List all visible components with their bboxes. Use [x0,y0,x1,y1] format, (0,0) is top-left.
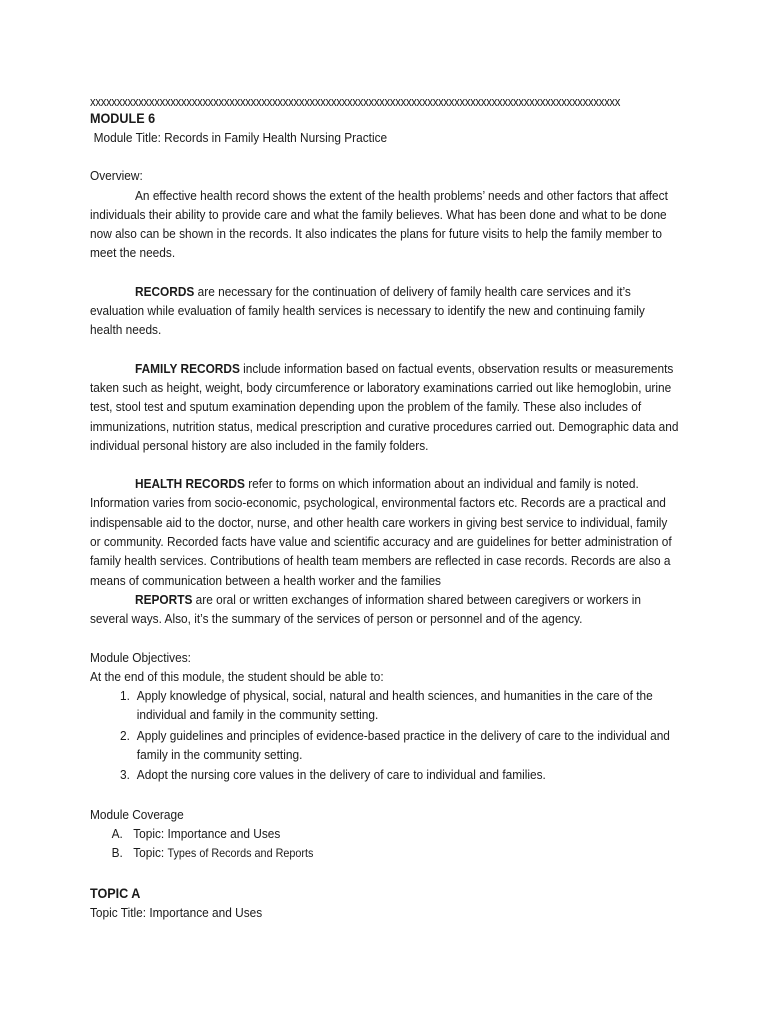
objective-item: 1. Apply knowledge of physical, social, natural and health sciences, and humanities in the care of the individual and family in the community setting. [133,686,680,725]
overview-heading: Overview: [90,168,143,184]
document-page [90,96,680,922]
coverage-prefix: Topic: [133,845,168,861]
reports-keyword: REPORTS [135,591,193,607]
coverage-heading: Module Coverage [90,806,184,822]
health-records-paragraph [90,474,680,590]
module-heading: MODULE 6 [90,110,156,126]
objective-item: 2. Apply guidelines and principles of evidence-based practice in the delivery of care to the individual and family in the community setting. [133,726,680,765]
topic-title: Topic Title: Importance and Uses [90,904,263,920]
coverage-item [112,843,681,863]
health-records-keyword: HEALTH RECORDS [135,476,245,492]
objectives-intro: At the end of this module, the student should be able to: [90,668,384,684]
records-paragraph [90,282,680,340]
objective-item: 3. Adopt the nursing core values in the delivery of care to individual and families. [133,765,680,784]
objectives-list [90,686,680,784]
records-keyword: RECORDS [135,283,195,299]
module-title: Module Title: Records in Family Health Nursing Practice [93,130,388,145]
reports-paragraph [90,590,680,629]
topic-heading: TOPIC A [90,884,141,901]
coverage-marker: A. [111,825,123,841]
coverage-marker: B. [111,845,123,861]
coverage-item [112,824,681,843]
coverage-text: Types of Records and Reports [167,846,314,861]
records-text: are necessary for the continuation of delivery of family health care services and it’s evaluation while evaluation of family health services is necessary to identify the new and continuing family health needs. [90,283,645,338]
objectives-heading: Module Objectives: [90,649,191,665]
reports-text: are oral or written exchanges of information shared between caregivers or workers in several ways. Also, it’s the summary of the services of person or personnel and of the agency. [90,591,641,627]
coverage-prefix: Topic: [133,825,168,841]
coverage-list [90,824,680,864]
health-records-text: refer to forms on which information about an individual and family is noted. Information varies from socio-economic, psychological, environmental factors etc. Records are a practical and indispensable aid to the doctor, nurse, and other health care workers in giving best service to individual, family or community. Recorded facts have value and scientific accuracy and are guidelines for better administration of family health services. Contributions of health team members are reflected in case records. Records are also a means of communication between a health worker and the families [90,476,672,588]
family-records-paragraph [90,359,680,455]
overview-intro: An effective health record shows the extent of the health problems’ needs and other factors that affect individuals their ability to provide care and what the family believes. What has been done and what to be done now also can be shown in the records. It also indicates the plans for future visits to help the family member to meet the needs. [90,187,668,261]
family-records-keyword: FAMILY RECORDS [135,360,240,376]
separator-line: xxxxxxxxxxxxxxxxxxxxxxxxxxxxxxxxxxxxxxxxxxxxxxxxxxxxxxxxxxxxxxxxxxxxxxxxxxxxxxxxxxxxxxxxxxxxxxxxxxx [90,96,621,108]
family-records-text: include information based on factual events, observation results or measurements taken such as height, weight, body circumference or laboratory examinations carried out like hemoglobin, urine test, stool test and sputum examination depending upon the problem of the family. These also includes of immunizations, nutrition status, medical prescription and curative procedures carried out. Demographic data and individual personal history are also included in the family folders. [90,360,679,453]
coverage-text: Importance and Uses [167,825,281,841]
